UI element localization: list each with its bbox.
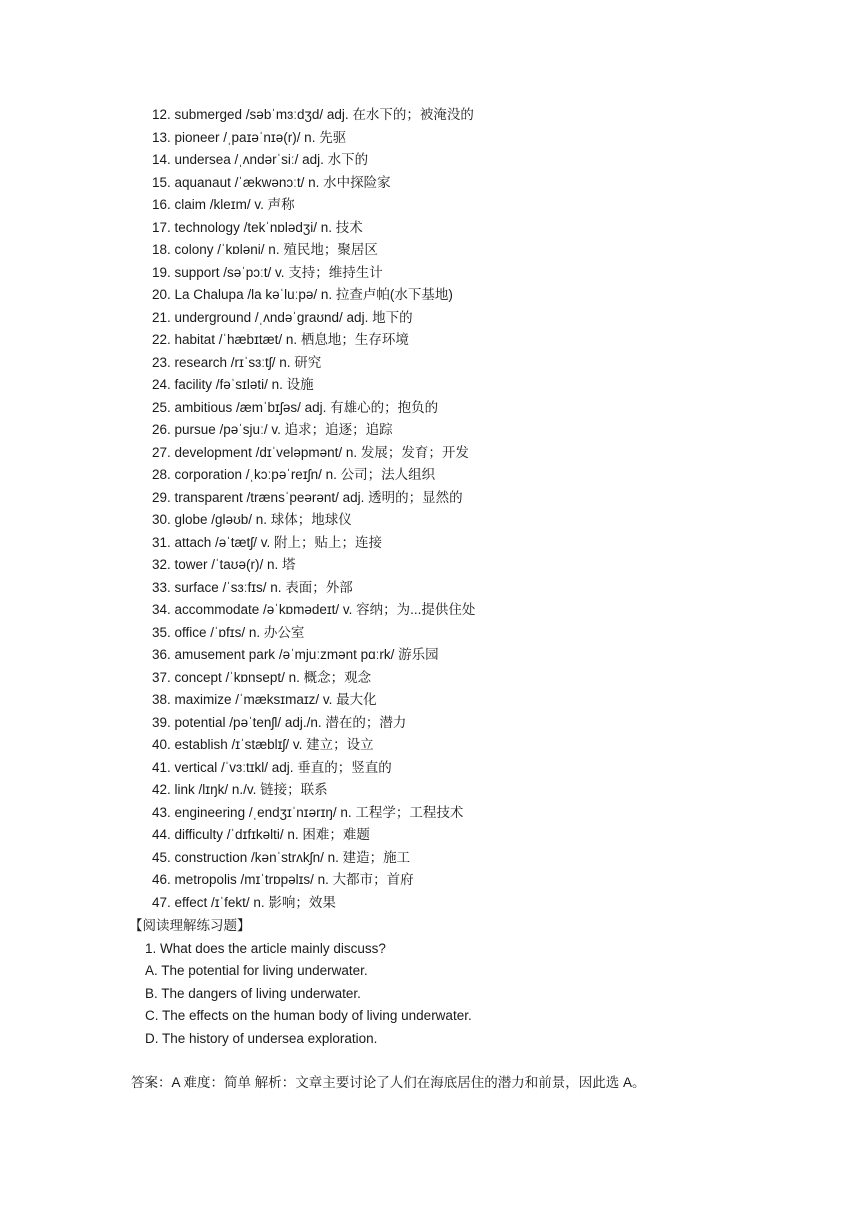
vocab-item: 40. establish /ɪˈstæblɪʃ/ v. 建立；设立 — [152, 737, 374, 752]
vocabulary-list — [152, 104, 475, 914]
vocab-item: 39. potential /pəˈtenʃl/ adj./n. 潜在的；潜力 — [152, 714, 407, 730]
vocab-item: 24. facility /fəˈsɪləti/ n. 设施 — [152, 377, 314, 392]
option-d: D. The history of undersea exploration. — [145, 1030, 378, 1046]
vocab-item: 46. metropolis /mɪˈtrɒpəlɪs/ n. 大都市；首府 — [152, 872, 414, 887]
vocab-item: 41. vertical /ˈvɜːtɪkl/ adj. 垂直的；竖直的 — [152, 759, 392, 775]
vocab-item: 31. attach /əˈtætʃ/ v. 附上；贴上；连接 — [152, 534, 383, 550]
vocab-item: 23. research /rɪˈsɜːtʃ/ n. 研究 — [152, 354, 322, 370]
vocab-item: 43. engineering /ˌendʒɪˈnɪərɪŋ/ n. 工程学；工程技术 — [152, 804, 464, 820]
vocab-item: 27. development /dɪˈveləpmənt/ n. 发展；发育；开发 — [152, 444, 469, 460]
question-text: 1. What does the article mainly discuss? — [145, 940, 386, 956]
option-b: B. The dangers of living underwater. — [145, 985, 361, 1001]
vocab-item: 17. technology /tekˈnɒlədʒi/ n. 技术 — [152, 219, 363, 235]
vocab-item: 44. difficulty /ˈdɪfɪkəlti/ n. 困难；难题 — [152, 827, 370, 842]
vocab-item: 28. corporation /ˌkɔːpəˈreɪʃn/ n. 公司；法人组织 — [152, 467, 436, 482]
vocab-item: 38. maximize /ˈmæksɪmaɪz/ v. 最大化 — [152, 692, 377, 707]
vocab-item: 18. colony /ˈkɒləni/ n. 殖民地；聚居区 — [152, 242, 378, 257]
answer-explanation: 答案：A 难度：简单 解析：文章主要讨论了人们在海底居住的潜力和前景，因此选 A。 — [131, 1075, 646, 1090]
vocab-item: 22. habitat /ˈhæbɪtæt/ n. 栖息地；生存环境 — [152, 332, 409, 347]
vocab-item: 20. La Chalupa /la kəˈluːpə/ n. 拉查卢帕(水下基地) — [152, 287, 453, 302]
vocab-item: 45. construction /kənˈstrʌkʃn/ n. 建造；施工 — [152, 849, 411, 865]
vocab-item: 21. underground /ˌʌndəˈɡraʊnd/ adj. 地下的 — [152, 309, 413, 325]
vocab-item: 42. link /lɪŋk/ n./v. 链接；联系 — [152, 782, 328, 797]
option-c: C. The effects on the human body of living underwater. — [145, 1008, 472, 1023]
vocab-item: 33. surface /ˈsɜːfɪs/ n. 表面；外部 — [152, 579, 353, 595]
section-title: 【阅读理解练习题】 — [129, 918, 251, 933]
vocab-item: 19. support /səˈpɔːt/ v. 支持；维持生计 — [152, 264, 383, 280]
vocab-item: 14. undersea /ˌʌndərˈsiː/ adj. 水下的 — [152, 152, 369, 167]
vocab-item: 16. claim /kleɪm/ v. 声称 — [152, 197, 295, 212]
vocab-item: 34. accommodate /əˈkɒmədeɪt/ v. 容纳；为...提供住处 — [152, 602, 476, 617]
vocab-item: 13. pioneer /ˌpaɪəˈnɪə(r)/ n. 先驱 — [152, 129, 347, 145]
vocab-item: 29. transparent /trænsˈpeərənt/ adj. 透明的；显然的 — [152, 489, 463, 505]
option-a: A. The potential for living underwater. — [145, 963, 368, 978]
vocab-item: 36. amusement park /əˈmjuːzmənt pɑːrk/ 游乐园 — [152, 647, 439, 662]
vocab-item: 37. concept /ˈkɒnsept/ n. 概念；观念 — [152, 669, 372, 685]
vocab-item: 47. effect /ɪˈfekt/ n. 影响；效果 — [152, 894, 336, 910]
vocab-item: 26. pursue /pəˈsjuː/ v. 追求；追逐；追踪 — [152, 422, 393, 437]
vocab-item: 25. ambitious /æmˈbɪʃəs/ adj. 有雄心的；抱负的 — [152, 399, 439, 415]
vocab-item: 12. submerged /səbˈmɜːdʒd/ adj. 在水下的；被淹没的 — [152, 107, 474, 122]
vocab-item: 15. aquanaut /ˈækwənɔːt/ n. 水中探险家 — [152, 174, 391, 190]
vocab-item: 30. globe /ɡləʊb/ n. 球体；地球仪 — [152, 512, 352, 527]
vocab-item: 35. office /ˈɒfɪs/ n. 办公室 — [152, 624, 305, 640]
vocab-item: 32. tower /ˈtaʊə(r)/ n. 塔 — [152, 557, 296, 572]
reading-exercise — [131, 915, 472, 1050]
